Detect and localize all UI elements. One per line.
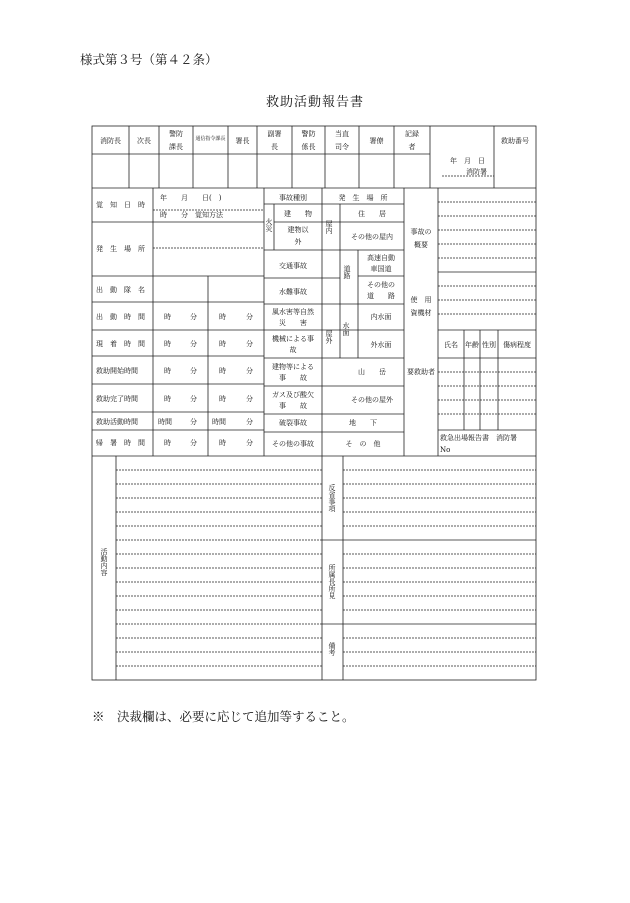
incident-place-header: 発 生 場 所: [338, 194, 388, 202]
approval-duty-1: 当直: [335, 130, 349, 138]
location-label: 発 生 場 所: [96, 245, 145, 253]
outdoor-label: 屋外: [325, 330, 333, 344]
residence: 住 居: [358, 210, 386, 218]
return-label: 帰 署 時 間: [96, 439, 145, 447]
activity-minute: 分: [190, 418, 197, 426]
highway-1: 高速自動: [367, 254, 395, 262]
approval-guard-mgr-2: 課長: [169, 143, 183, 151]
return-minute-2: 分: [246, 439, 253, 447]
document-title: 救助活動報告書: [265, 95, 364, 110]
remarks-label: 備考: [328, 642, 336, 656]
other-road-1: その他の: [367, 281, 395, 289]
machine-1: 機械による事: [272, 335, 314, 343]
other-accident: その他の事故: [272, 440, 314, 448]
rescue-start-label: 救助開始時間: [96, 367, 138, 375]
approval-guard-sub-1: 警防: [301, 130, 316, 138]
rescue-end-label: 救助完了時間: [96, 395, 138, 403]
activity-minute-2: 分: [246, 418, 253, 426]
arrive-minute-2: 分: [246, 340, 253, 348]
rescued-persons: 要救助者: [407, 368, 435, 376]
rescue-start-minute: 分: [190, 367, 197, 375]
approval-staff: 署僚: [369, 137, 384, 145]
water-accident: 水難事故: [279, 288, 307, 296]
gas-2: 事 故: [279, 402, 307, 410]
depart-label: 出 動 時 間: [96, 313, 145, 321]
activity-hours-2: 時間: [212, 418, 226, 426]
summary-1: 事故の: [410, 228, 432, 236]
activity-time-label: 救助活動時間: [96, 418, 138, 426]
rescue-start-hour: 時: [164, 367, 171, 375]
equipment-2: 資機材: [410, 309, 432, 317]
other-indoor: その他の屋内: [351, 233, 393, 241]
inland-water: 内水面: [370, 313, 392, 321]
traffic-accident: 交通事故: [279, 262, 307, 270]
approval-vice-2: 長: [271, 143, 278, 151]
return-hour: 時: [164, 439, 171, 447]
arrive-hour: 時: [164, 340, 171, 348]
rescue-end-hour: 時: [164, 395, 171, 403]
fire-non-building-1: 建物以: [287, 226, 309, 234]
rescue-end-minute-2: 分: [246, 395, 253, 403]
approval-guard-sub-2: 係長: [301, 143, 316, 151]
rescue-number-label: 救助番号: [501, 137, 529, 145]
approval-chief: 消防長: [100, 137, 121, 145]
highway-2: 車国道: [370, 265, 392, 273]
collapse-1: 建物等による: [272, 363, 314, 371]
depart-hour-2: 時: [219, 313, 226, 321]
rescue-end-minute: 分: [190, 395, 197, 403]
rescue-end-hour-2: 時: [219, 395, 226, 403]
incident-type-header: 事故種別: [279, 194, 307, 202]
approval-guard-mgr-1: 警防: [169, 130, 183, 138]
collapse-2: 事 故: [279, 374, 307, 382]
outer-water: 外水面: [370, 341, 392, 349]
approval-recorder-1: 記録: [405, 130, 419, 138]
activity-content-label: 活動内容: [100, 548, 108, 576]
approval-duty-2: 司令: [335, 143, 349, 151]
fire-label: 火災: [265, 218, 273, 232]
rescued-age-header: 年齢: [465, 341, 479, 349]
unit-label: 出 動 隊 名: [96, 286, 145, 294]
approval-station: 消防署: [466, 168, 487, 176]
arrive-hour-2: 時: [219, 340, 226, 348]
approval-comm-cmd: 通信指令課長: [195, 136, 226, 142]
summary-2: 概要: [414, 241, 428, 249]
gas-1: ガス及び酸欠: [272, 391, 314, 399]
return-minute: 分: [190, 439, 197, 447]
arrive-label: 現 着 時 間: [96, 340, 145, 348]
depart-minute: 分: [190, 313, 197, 321]
explosion-accident: 破裂事故: [279, 419, 307, 427]
other-place: そ の 他: [345, 440, 381, 448]
footer-note: ※ 決裁欄は、必要に応じて追加等すること。: [92, 709, 355, 724]
activity-hours: 時間: [158, 418, 172, 426]
manager-opinion-label: 所属長所見: [328, 564, 336, 599]
return-hour-2: 時: [219, 439, 226, 447]
indoor-label: 屋内: [325, 220, 333, 234]
form-number: 様式第３号（第４２条）: [80, 52, 218, 67]
fire-building: 建 物: [284, 210, 312, 218]
other-outdoor: その他の屋外: [351, 396, 393, 404]
storm-2: 災 害: [279, 319, 307, 327]
approval-date: 年 月 日: [450, 157, 485, 165]
ambulance-report-label: 救急出場報告書 消防署: [440, 434, 517, 442]
road-label: 道路: [343, 265, 351, 279]
arrive-minute: 分: [190, 340, 197, 348]
rescued-injury-header: 傷病程度: [503, 341, 531, 349]
depart-hour: 時: [164, 313, 171, 321]
rescue-start-minute-2: 分: [246, 367, 253, 375]
machine-2: 故: [289, 346, 297, 354]
approval-deputy: 次長: [137, 137, 151, 145]
rescue-start-hour-2: 時: [219, 367, 226, 375]
equipment-1: 使 用: [410, 296, 432, 304]
awareness-time: 時 分 覚知方法: [160, 211, 223, 219]
fire-non-building-2: 外: [294, 238, 302, 246]
other-road-2: 道 路: [367, 292, 395, 300]
rescued-name-header: 氏名: [444, 341, 458, 349]
approval-vice-1: 副署: [267, 130, 282, 138]
underground: 地 下: [349, 419, 377, 427]
reflection-label: 反省事項: [328, 484, 336, 512]
approval-station-chief: 署長: [235, 137, 250, 145]
awareness-label: 覚 知 日 時: [96, 201, 145, 209]
approval-recorder-2: 者: [408, 143, 416, 151]
mountain: 山 岳: [358, 368, 386, 376]
ambulance-report-no: No: [440, 446, 451, 454]
waterside-label: 水面: [342, 322, 350, 336]
storm-1: 風水害等自然: [272, 308, 314, 316]
awareness-date: 年 月 日( ): [160, 194, 222, 202]
depart-minute-2: 分: [246, 313, 253, 321]
rescued-sex-header: 性別: [482, 341, 496, 349]
